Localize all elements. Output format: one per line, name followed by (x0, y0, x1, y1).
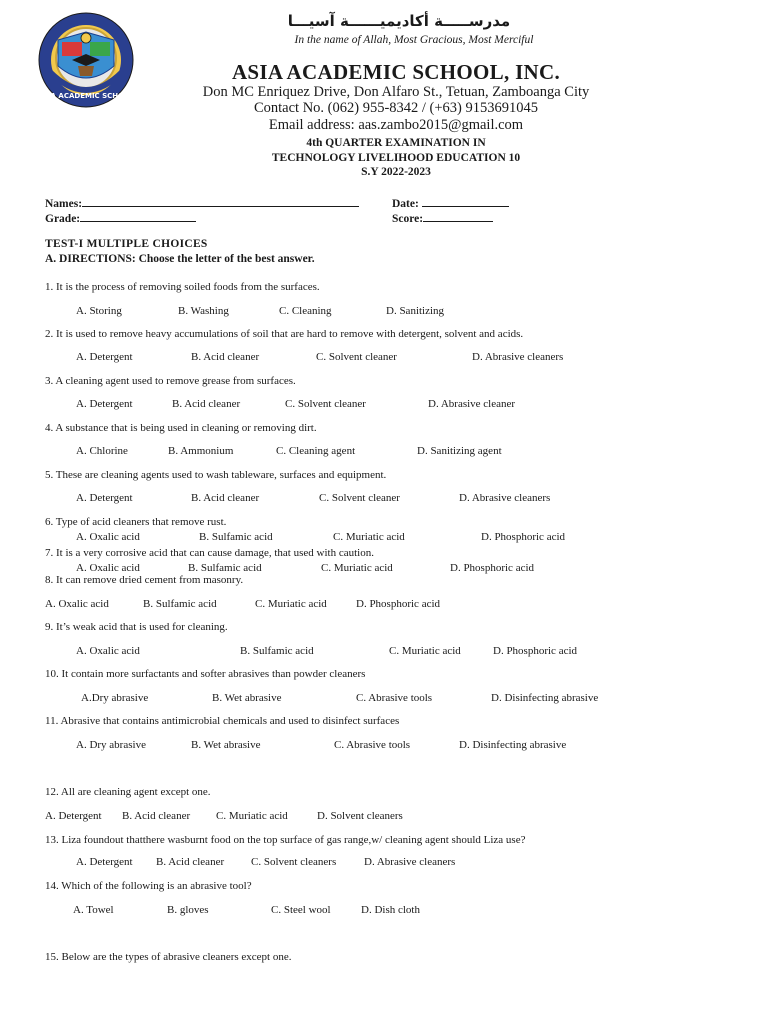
choice-8b[interactable]: B. Sulfamic acid (143, 598, 217, 610)
date-label: Date: (392, 198, 419, 210)
choice-4b[interactable]: B. Ammonium (168, 445, 234, 457)
question-1: 1. It is the process of removing soiled foods from the surfaces. (45, 281, 320, 293)
choice-11c[interactable]: C. Abrasive tools (334, 739, 411, 751)
question-5: 5. These are cleaning agents used to wash tableware, surfaces and equipment. (45, 469, 387, 481)
choice-5b[interactable]: B. Acid cleaner (191, 492, 260, 504)
test-directions: A. DIRECTIONS: Choose the letter of the best answer. (45, 253, 315, 265)
choice-5d[interactable]: D. Abrasive cleaners (459, 492, 551, 504)
choice-2c[interactable]: C. Solvent cleaner (316, 351, 397, 363)
choice-8c[interactable]: C. Muriatic acid (255, 598, 327, 610)
choice-9b[interactable]: B. Sulfamic acid (240, 645, 314, 657)
choice-12a[interactable]: A. Detergent (45, 810, 102, 822)
question-13: 13. Liza foundout thatthere wasburnt food on the top surface of gas range,w/ cleaning agent should Liza use? (45, 834, 526, 846)
choice-13b[interactable]: B. Acid cleaner (156, 856, 225, 868)
choice-6b[interactable]: B. Sulfamic acid (199, 531, 273, 543)
score-field[interactable] (392, 211, 493, 225)
names-field[interactable] (45, 196, 359, 210)
choice-2a[interactable]: A. Detergent (76, 351, 133, 363)
grade-blank[interactable] (80, 211, 196, 222)
choice-4c[interactable]: C. Cleaning agent (276, 445, 356, 457)
choice-10d[interactable]: D. Disinfecting abrasive (491, 692, 599, 704)
choice-7b[interactable]: B. Sulfamic acid (188, 562, 262, 574)
choice-3b[interactable]: B. Acid cleaner (172, 398, 241, 410)
question-14: 14. Which of the following is an abrasive tool? (45, 880, 252, 892)
question-8: 8. It can remove dried cement from masonry. (45, 574, 244, 586)
choice-13a[interactable]: A. Detergent (76, 856, 133, 868)
choice-2b[interactable]: B. Acid cleaner (191, 351, 260, 363)
choice-14a[interactable]: A. Towel (73, 904, 114, 916)
exam-title: 4th QUARTER EXAMINATION IN (306, 137, 486, 149)
choice-12c[interactable]: C. Muriatic acid (216, 810, 288, 822)
choice-13d[interactable]: D. Abrasive cleaners (364, 856, 456, 868)
score-label: Score: (392, 213, 424, 225)
choice-4d[interactable]: D. Sanitizing agent (417, 445, 502, 457)
choice-8d[interactable]: D. Phosphoric acid (356, 598, 441, 610)
choice-11d[interactable]: D. Disinfecting abrasive (459, 739, 567, 751)
choice-6d[interactable]: D. Phosphoric acid (481, 531, 566, 543)
choice-9c[interactable]: C. Muriatic acid (389, 645, 461, 657)
choice-10a[interactable]: A.Dry abrasive (81, 692, 149, 704)
question-10: 10. It contain more surfactants and softer abrasives than powder cleaners (45, 668, 366, 680)
choice-8a[interactable]: A. Oxalic acid (45, 598, 109, 610)
date-field[interactable] (392, 196, 509, 210)
question-3: 3. A cleaning agent used to remove grease from surfaces. (45, 375, 296, 387)
choice-7d[interactable]: D. Phosphoric acid (450, 562, 535, 574)
choice-14c[interactable]: C. Steel wool (271, 904, 331, 916)
test-title: TEST-I MULTIPLE CHOICES (45, 238, 208, 250)
question-15: 15. Below are the types of abrasive cleaners except one. (45, 951, 292, 963)
choice-11a[interactable]: A. Dry abrasive (76, 739, 146, 751)
school-name: ASIA ACADEMIC SCHOOL, INC. (231, 60, 561, 84)
choice-6c[interactable]: C. Muriatic acid (333, 531, 405, 543)
choice-2d[interactable]: D. Abrasive cleaners (472, 351, 564, 363)
choice-10b[interactable]: B. Wet abrasive (212, 692, 282, 704)
choice-12b[interactable]: B. Acid cleaner (122, 810, 191, 822)
choice-4a[interactable]: A. Chlorine (76, 445, 128, 457)
choice-5a[interactable]: A. Detergent (76, 492, 133, 504)
bismillah: In the name of Allah, Most Gracious, Most Merciful (294, 34, 534, 46)
choice-5c[interactable]: C. Solvent cleaner (319, 492, 400, 504)
school-address: Don MC Enriquez Drive, Don Alfaro St., Tetuan, Zamboanga City (202, 84, 590, 100)
question-4: 4. A substance that is being used in cleaning or removing dirt. (45, 422, 317, 434)
question-2: 2. It is used to remove heavy accumulations of soil that are hard to remove with detergent, solvent and acids. (45, 328, 524, 340)
arabic-school-name: مدرســـــة أكاديميــــــة آسيـــا (287, 12, 511, 30)
choice-7c[interactable]: C. Muriatic acid (321, 562, 393, 574)
choice-11b[interactable]: B. Wet abrasive (191, 739, 261, 751)
names-label: Names: (45, 198, 83, 210)
choice-3a[interactable]: A. Detergent (76, 398, 133, 410)
choice-6a[interactable]: A. Oxalic acid (76, 531, 140, 543)
choice-13c[interactable]: C. Solvent cleaners (251, 856, 337, 868)
names-blank[interactable] (82, 196, 359, 207)
choice-1b[interactable]: B. Washing (178, 305, 229, 317)
question-9: 9. It’s weak acid that is used for cleaning. (45, 621, 228, 633)
question-7: 7. It is a very corrosive acid that can cause damage, that used with caution. (45, 547, 374, 559)
logo-caption: 20 ASIA ACADEMIC SCHOOL 15 (25, 92, 147, 100)
school-year: S.Y 2022-2023 (361, 166, 431, 178)
choice-7a[interactable]: A. Oxalic acid (76, 562, 140, 574)
choice-9a[interactable]: A. Oxalic acid (76, 645, 140, 657)
grade-label: Grade: (45, 213, 81, 225)
score-blank[interactable] (423, 211, 493, 222)
choice-1d[interactable]: D. Sanitizing (386, 305, 445, 317)
exam-subject: TECHNOLOGY LIVELIHOOD EDUCATION 10 (271, 152, 521, 164)
choice-3d[interactable]: D. Abrasive cleaner (428, 398, 516, 410)
school-contact: Contact No. (062) 955-8342 / (+63) 9153691045 (253, 100, 539, 116)
choice-3c[interactable]: C. Solvent cleaner (285, 398, 366, 410)
date-blank[interactable] (422, 196, 509, 207)
choice-1c[interactable]: C. Cleaning (279, 305, 332, 317)
choice-12d[interactable]: D. Solvent cleaners (317, 810, 403, 822)
question-12: 12. All are cleaning agent except one. (45, 786, 211, 798)
school-email: Email address: aas.zambo2015@gmail.com (268, 117, 524, 133)
choice-1a[interactable]: A. Storing (76, 305, 122, 317)
choice-14b[interactable]: B. gloves (167, 904, 209, 916)
grade-field[interactable] (45, 211, 196, 225)
question-6: 6. Type of acid cleaners that remove rust. (45, 516, 227, 528)
choice-9d[interactable]: D. Phosphoric acid (493, 645, 578, 657)
choice-14d[interactable]: D. Dish cloth (361, 904, 420, 916)
question-11: 11. Abrasive that contains antimicrobial chemicals and used to disinfect surfaces (45, 715, 400, 727)
choice-10c[interactable]: C. Abrasive tools (356, 692, 433, 704)
